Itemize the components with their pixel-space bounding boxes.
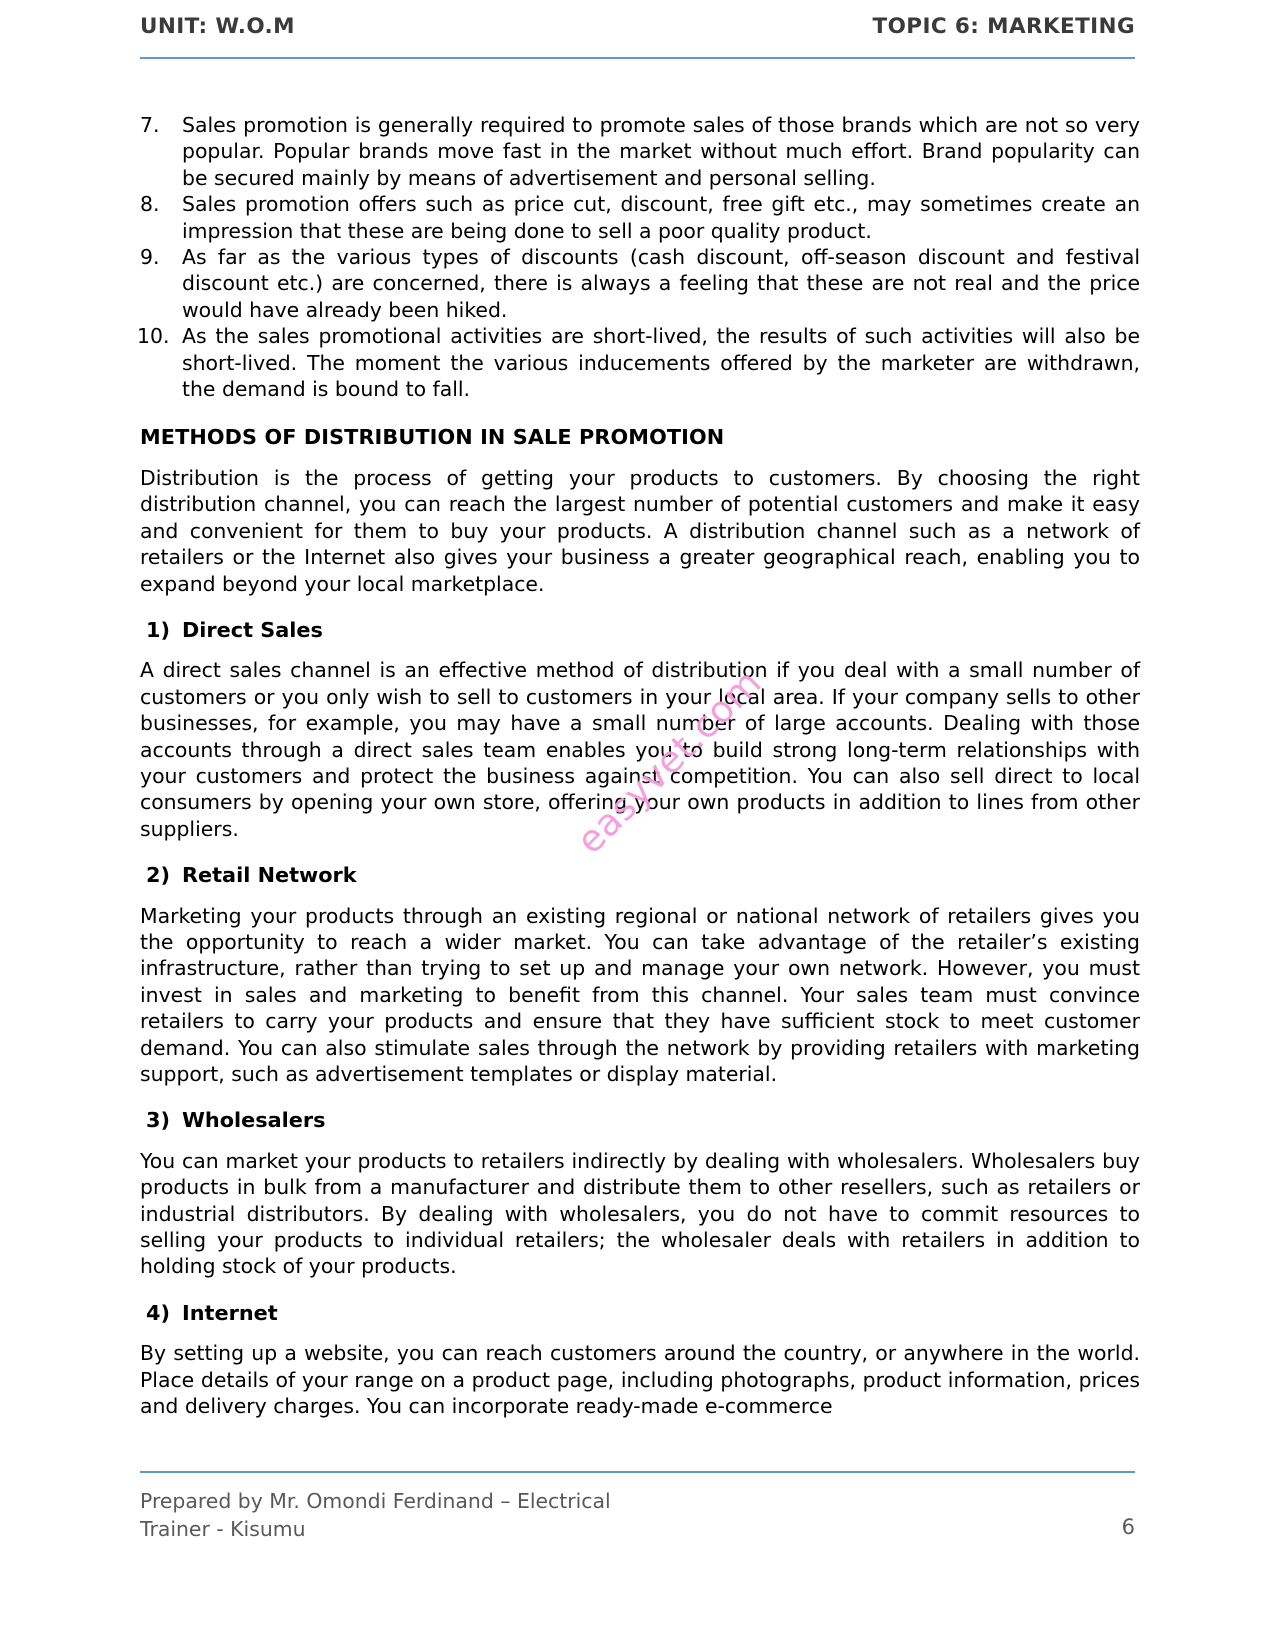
list-item-number: 7. [140,113,160,137]
list-item [137,323,1140,402]
footer-line-1: Prepared by Mr. Omondi Ferdinand – Electrical [140,1489,611,1513]
method-title: Direct Sales [181,617,323,642]
method-body-internet: By setting up a website, you can reach customers around the country, or anywhere in the world. Place details of your range on a product page, including photographs, product information, prices and delivery charges. You can incorporate ready-made e-commerce [140,1341,1140,1419]
list-item-text: As the sales promotional activities are short-lived, the results of such activities will also be short-lived. The moment the various inducements offered by the marketer are withdrawn, the demand is bound to fall. [182,324,1140,402]
method-title: Retail Network [181,863,357,888]
list-item-number: 8. [140,192,160,217]
list-item [140,244,1140,323]
list-item-number: 9. [140,245,160,270]
footer-line-2: Trainer - Kisumu [140,1517,306,1541]
method-number: 1) [146,617,170,642]
page-number: 6 [1121,1515,1135,1539]
section-heading: METHODS OF DISTRIBUTION IN SALE PROMOTION [140,425,725,450]
numbered-list [137,112,1140,402]
list-item [140,112,1140,191]
list-item [140,191,1140,244]
method-number: 3) [146,1108,170,1133]
list-item-number: 10. [137,324,170,349]
method-heading-internet [140,1300,1140,1326]
header-divider [140,57,1135,59]
list-item-text: As far as the various types of discounts (cash discount, off-season discount and festival discount etc.) are concerned, there is always a feeling that these are not real and the price would have already been hiked. [182,245,1140,322]
footer-divider [140,1471,1135,1473]
method-heading-wholesalers [140,1107,1140,1133]
method-title: Wholesalers [181,1108,326,1133]
watermark-easyvet: easyvet.com [568,660,770,863]
intro-paragraph: Distribution is the process of getting your products to customers. By choosing the right distribution channel, you can reach the largest number of potential customers and make it easy and convenient for them to buy your products. A distribution channel such as a network of retailers or the Internet also gives your business a greater geographical reach, enabling you to expand beyond your local marketplace. [140,465,1140,596]
method-heading-direct-sales [140,617,1140,643]
method-body-direct-sales: A direct sales channel is an effective method of distribution if you deal with a small number of customers or you only wish to sell to customers in your local area. If your company sells to other businesses, for example, you may have a small number of large accounts. Dealing with those accounts through a direct sales team enables you to build strong long-term relationships with your customers and protect the business against competition. You can also sell direct to local consumers by opening your own store, offering your own products in addition to lines from other suppliers. [140,658,1140,841]
method-title: Internet [181,1300,278,1325]
method-number: 2) [146,863,170,888]
list-item-text: Sales promotion is generally required to promote sales of those brands which are not so very popular. Popular brands move fast in the market without much effort. Brand popularity can be secured mainly by means of advertisement and personal selling. [182,113,1140,190]
method-body-retail-network: Marketing your products through an existing regional or national network of retailers gives you the opportunity to reach a wider market. You can take advantage of the retailer’s existing infrastructure, rather than trying to set up and manage your own network. However, you must invest in sales and marketing to benefit from this channel. Your sales team must convince retailers to carry your products and ensure that they have sufficient stock to meet customer demand. You can also stimulate sales through the network by providing retailers with marketing support, such as advertisement templates or display material. [140,903,1140,1086]
document-body [137,112,1140,1419]
method-body-wholesalers: You can market your products to retailers indirectly by dealing with wholesalers. Wholesalers buy products in bulk from a manufacturer and distribute them to other resellers, such as retailers or industrial distributors. By dealing with wholesalers, you do not have to commit resources to selling your products to individual retailers; the wholesaler deals with retailers in addition to holding stock of your products. [140,1148,1140,1279]
header-unit-label: UNIT: W.O.M [140,14,295,39]
method-heading-retail-network [140,862,1140,888]
list-item-text: Sales promotion offers such as price cut, discount, free gift etc., may sometimes create an impression that these are being done to sell a poor quality product. [182,192,1140,243]
page-footer [140,1487,1135,1543]
page-header [140,14,1135,58]
header-topic-label: TOPIC 6: MARKETING [872,14,1135,39]
method-number: 4) [146,1300,170,1325]
